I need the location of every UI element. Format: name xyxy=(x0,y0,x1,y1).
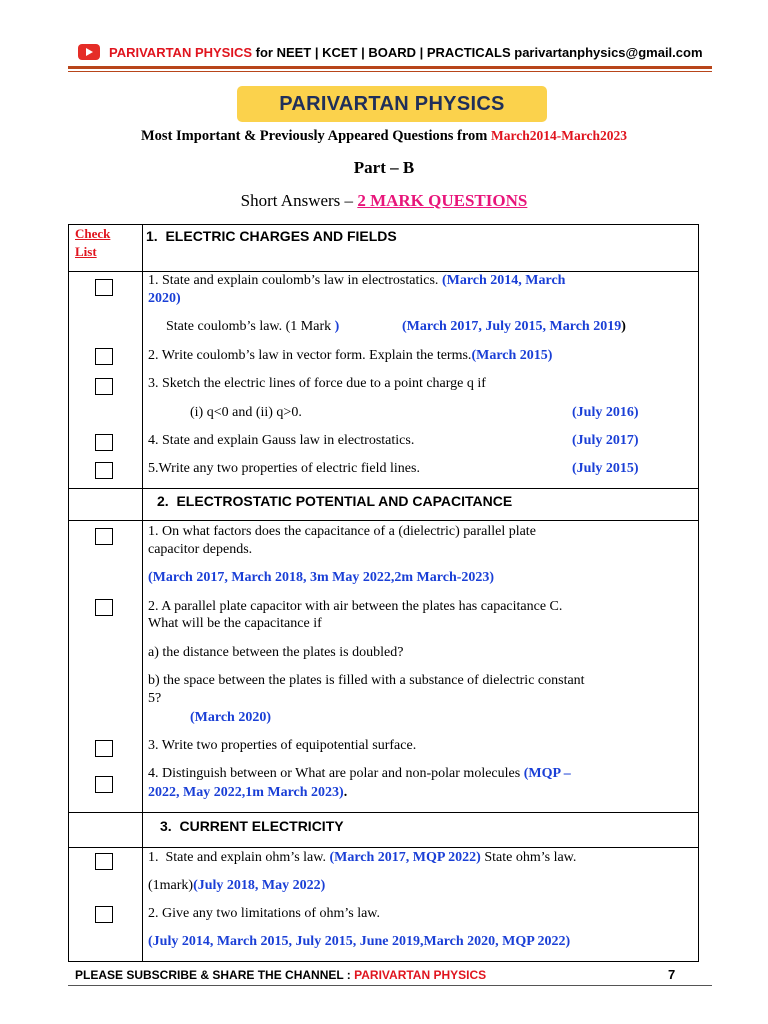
section-title-current-electricity xyxy=(160,818,344,834)
question-s2-q1-ref: (March 2017, March 2018, 3m May 2022,2m March-2023) xyxy=(148,570,495,585)
section-title-electric-charges xyxy=(146,228,397,244)
question-s1-q1: 1. State and explain coulomb’s law in electrostatics. (March 2014, March xyxy=(148,273,566,288)
checkbox-s1-q5[interactable] xyxy=(95,462,113,479)
check-list-word-2: List xyxy=(75,244,97,259)
section-number: 3. xyxy=(160,818,172,834)
question-s1-q3: 3. Sketch the electric lines of force due to a point charge q if xyxy=(148,376,486,391)
question-s3-q1: 1. State and explain ohm’s law. (March 2017, MQP 2022) State ohm’s law. xyxy=(148,850,577,865)
table-rule xyxy=(68,812,699,813)
question-s2-q2-b: b) the space between the plates is filled with a substance of dielectric constant xyxy=(148,673,585,688)
section-number: 2. xyxy=(157,493,169,509)
page-number: 7 xyxy=(668,967,676,982)
checkbox-s2-q2[interactable] xyxy=(95,599,113,616)
page-footer xyxy=(75,968,486,982)
checkbox-s2-q3[interactable] xyxy=(95,740,113,757)
table-column-divider xyxy=(142,224,143,962)
question-s2-q1: 1. On what factors does the capacitance of a (dielectric) parallel plate xyxy=(148,524,536,539)
check-list-word-1: Check xyxy=(75,226,111,241)
question-s2-q4: 4. Distinguish between or What are polar and non-polar molecules (MQP – xyxy=(148,766,571,781)
section-title-electrostatic-potential xyxy=(157,493,512,509)
question-s2-q1-cont: capacitor depends. xyxy=(148,542,253,557)
question-s2-q2-cont: What will be the capacitance if xyxy=(148,616,322,631)
checkbox-s1-q4[interactable] xyxy=(95,434,113,451)
checkbox-s2-q4[interactable] xyxy=(95,776,113,793)
section-name: CURRENT ELECTRICITY xyxy=(179,818,344,834)
question-s1-q5: 5.Write any two properties of electric field lines. xyxy=(148,461,420,476)
question-s1-q1-sub: State coulomb’s law. (1 Mark ) xyxy=(166,319,340,334)
question-s2-q2: 2. A parallel plate capacitor with air between the plates has capacitance C. xyxy=(148,599,563,614)
question-s1-q2: 2. Write coulomb’s law in vector form. Explain the terms.(March 2015) xyxy=(148,348,553,363)
question-s1-q3-sub: (i) q<0 and (ii) q>0. xyxy=(190,405,302,420)
checkbox-s3-q2[interactable] xyxy=(95,906,113,923)
footer-text: PLEASE SUBSCRIBE & SHARE THE CHANNEL : xyxy=(75,968,355,982)
short-highlight: 2 MARK QUESTIONS xyxy=(357,191,528,210)
table-rule xyxy=(68,488,699,489)
question-s1-q5-ref: (July 2015) xyxy=(572,461,639,476)
question-s2-q4-cont: 2022, May 2022,1m March 2023). xyxy=(148,785,348,800)
question-s3-q1-cont: (1mark)(July 2018, May 2022) xyxy=(148,878,326,893)
part-heading: Part – B xyxy=(353,158,415,177)
question-s1-q1-sub-ref: (March 2017, July 2015, March 2019) xyxy=(402,319,626,334)
question-s2-q3: 3. Write two properties of equipotential surface. xyxy=(148,738,417,753)
question-s2-q2-a: a) the distance between the plates is doubled? xyxy=(148,645,404,660)
table-rule xyxy=(68,520,699,521)
checkbox-s3-q1[interactable] xyxy=(95,853,113,870)
subtitle xyxy=(0,128,768,145)
checkbox-s2-q1[interactable] xyxy=(95,528,113,545)
short-answers-heading xyxy=(0,191,768,211)
subtitle-text: Most Important & Previously Appeared Questions from xyxy=(141,128,492,144)
header-subtext: for NEET | KCET | BOARD | PRACTICALS parivartanphysics@gmail.com xyxy=(252,44,703,60)
question-s3-q2: 2. Give any two limitations of ohm’s law. xyxy=(148,906,381,921)
page-header xyxy=(78,42,703,62)
question-s1-q1-cont: 2020) xyxy=(148,291,181,306)
question-s1-q3-ref: (July 2016) xyxy=(572,405,639,420)
checkbox-s1-q1[interactable] xyxy=(95,279,113,296)
checkbox-s1-q3[interactable] xyxy=(95,378,113,395)
check-list-header xyxy=(75,225,110,261)
header-rule xyxy=(68,66,712,69)
question-s1-q4: 4. State and explain Gauss law in electrostatics. xyxy=(148,433,415,448)
subtitle-range: March2014-March2023 xyxy=(491,128,627,143)
question-s2-q2-ref: (March 2020) xyxy=(190,710,271,725)
footer-channel[interactable]: PARIVARTAN PHYSICS xyxy=(354,968,487,982)
question-s1-q4-ref: (July 2017) xyxy=(572,433,639,448)
short-text: Short Answers – xyxy=(240,191,358,210)
question-s3-q2-ref: (July 2014, March 2015, July 2015, June 2019,March 2020, MQP 2022) xyxy=(148,934,571,949)
question-s2-q2-b-cont: 5? xyxy=(148,691,162,706)
checkbox-s1-q2[interactable] xyxy=(95,348,113,365)
section-name: ELECTROSTATIC POTENTIAL AND CAPACITANCE xyxy=(176,493,513,509)
header-rule-thin xyxy=(68,71,712,72)
section-name: ELECTRIC CHARGES AND FIELDS xyxy=(165,228,397,244)
footer-rule xyxy=(68,985,712,986)
youtube-icon[interactable] xyxy=(78,44,100,60)
section-number: 1. xyxy=(146,228,158,244)
table-rule xyxy=(68,847,699,848)
header-brand: PARIVARTAN PHYSICS xyxy=(109,44,253,60)
title-badge: PARIVARTAN PHYSICS xyxy=(237,86,547,122)
